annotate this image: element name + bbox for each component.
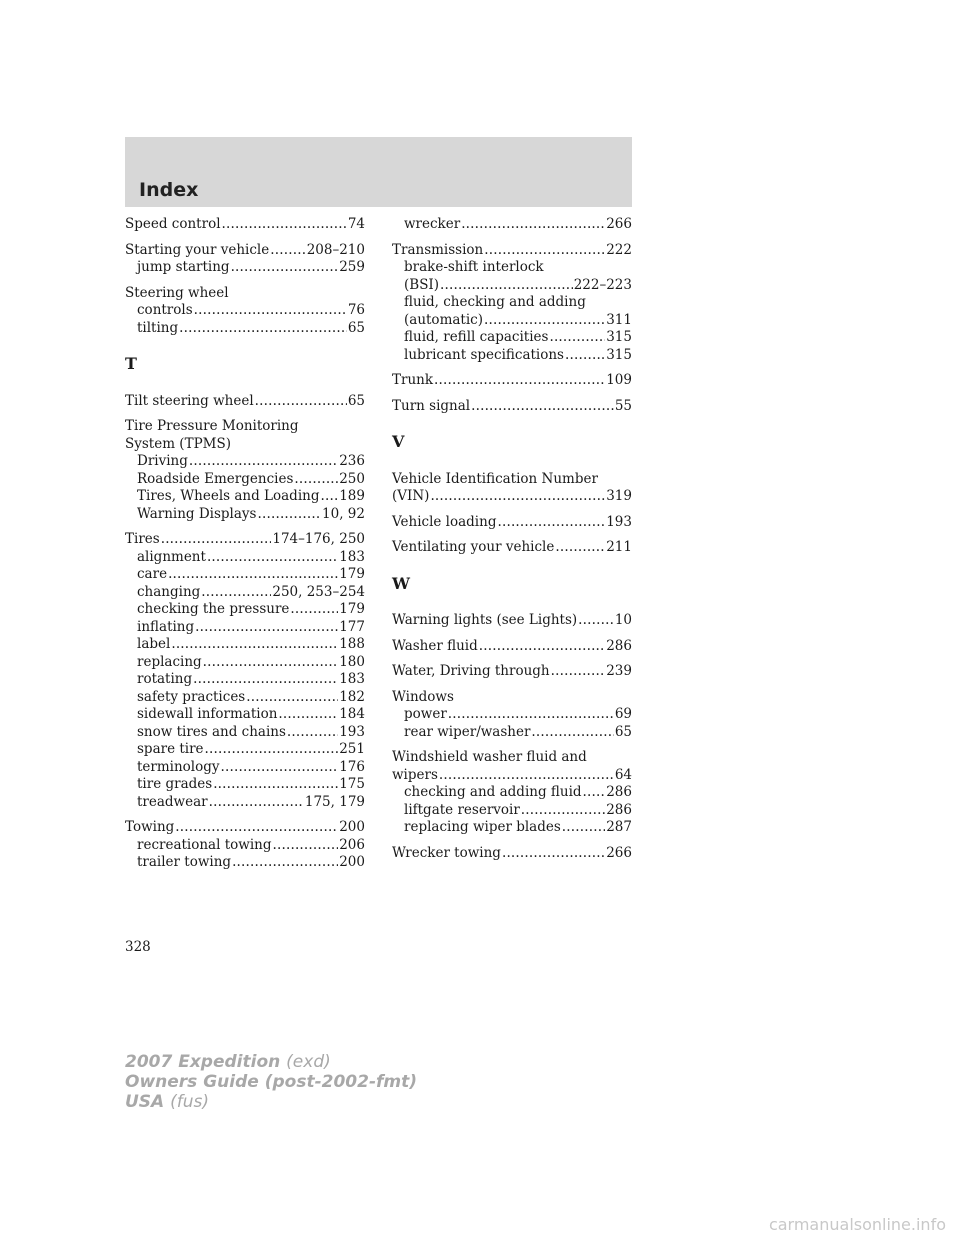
index-entry: Warning lights (see Lights) ..... 10 — [392, 612, 632, 630]
index-entry: Ventilating your vehicle ..... 211 — [392, 539, 632, 557]
index-subentry: safety practices ..... 182 — [125, 689, 365, 707]
index-subentry: fluid, refill capacities ..... 315 — [392, 329, 632, 347]
index-subentry: jump starting ..... 259 — [125, 259, 365, 277]
index-subentry: tilting ..... 65 — [125, 320, 365, 338]
index-entry-continued: wipers ..... 64 — [392, 767, 632, 785]
index-entry: Tilt steering wheel ..... 65 — [125, 393, 365, 411]
index-entry: Starting your vehicle ..... 208–210 — [125, 242, 365, 260]
index-subentry: changing ..... 250, 253–254 — [125, 584, 365, 602]
index-subentry: liftgate reservoir ..... 286 — [392, 802, 632, 820]
watermark: carmanualsonline.info — [768, 1215, 946, 1234]
index-subentry: trailer towing ..... 200 — [125, 854, 365, 872]
footer-model-code: (exd) — [286, 1052, 331, 1072]
index-subentry: snow tires and chains ..... 193 — [125, 724, 365, 742]
index-subentry: care ..... 179 — [125, 566, 365, 584]
section-letter-t: T — [125, 354, 137, 373]
footer-model: 2007 Expedition — [125, 1052, 281, 1072]
index-entry-continued: (VIN) ..... 319 — [392, 488, 632, 506]
index-entry: Windows — [392, 688, 454, 705]
index-subentry: rear wiper/washer ..... 65 — [392, 724, 632, 742]
page-number: 328 — [125, 939, 151, 955]
index-subentry: recreational towing ..... 206 — [125, 837, 365, 855]
index-subentry: sidewall information ..... 184 — [125, 706, 365, 724]
index-entry-continued: System (TPMS) — [125, 435, 232, 452]
index-subentry: inflating ..... 177 — [125, 619, 365, 637]
index-subentry: replacing ..... 180 — [125, 654, 365, 672]
left-column — [125, 216, 365, 872]
index-subentry: alignment ..... 183 — [125, 549, 365, 567]
index-subentry: checking and adding fluid ..... 286 — [392, 784, 632, 802]
index-entry: Water, Driving through ..... 239 — [392, 663, 632, 681]
index-subentry: label ..... 188 — [125, 636, 365, 654]
index-subentry: Driving ..... 236 — [125, 453, 365, 471]
index-entry: Steering wheel — [125, 284, 229, 301]
index-entry: Vehicle Identification Number — [392, 470, 598, 487]
index-subentry: rotating ..... 183 — [125, 671, 365, 689]
index-subentry: wrecker ..... 266 — [392, 216, 632, 234]
index-subentry: lubricant specifications ..... 315 — [392, 347, 632, 365]
index-subentry: treadwear ..... 175, 179 — [125, 794, 365, 812]
footer-line-2: Owners Guide (post-2002-fmt) — [125, 1072, 418, 1092]
index-subentry-continued: (BSI) ..... 222–223 — [392, 277, 632, 295]
index-subentry: terminology ..... 176 — [125, 759, 365, 777]
footer-line-1 — [125, 1052, 417, 1072]
index-subentry: controls ..... 76 — [125, 302, 365, 320]
right-column — [392, 216, 632, 862]
index-subentry: fluid, checking and adding — [404, 294, 586, 310]
index-subentry: Warning Displays ..... 10, 92 — [125, 506, 365, 524]
index-entry: Towing ..... 200 — [125, 819, 365, 837]
index-subentry: tire grades ..... 175 — [125, 776, 365, 794]
index-subentry-continued: (automatic) ..... 311 — [392, 312, 632, 330]
index-entry: Trunk ..... 109 — [392, 372, 632, 390]
index-entry: Tire Pressure Monitoring — [125, 418, 299, 434]
footer-market: USA — [125, 1092, 165, 1112]
index-subentry: Tires, Wheels and Loading ..... 189 — [125, 488, 365, 506]
index-subentry: Roadside Emergencies ..... 250 — [125, 471, 365, 489]
index-entry: Speed control ..... 74 — [125, 216, 365, 234]
index-entry: Washer fluid ..... 286 — [392, 638, 632, 656]
index-entry: Windshield washer fluid and — [392, 749, 587, 765]
index-subentry: spare tire ..... 251 — [125, 741, 365, 759]
header-band — [125, 137, 632, 207]
index-entry: Turn signal ..... 55 — [392, 398, 632, 416]
index-subentry: brake-shift interlock — [404, 259, 544, 275]
footer-market-code: (fus) — [170, 1092, 210, 1112]
index-entry: Wrecker towing ..... 266 — [392, 845, 632, 863]
index-subentry: checking the pressure ..... 179 — [125, 601, 365, 619]
index-entry: Transmission ..... 222 — [392, 242, 632, 260]
index-subentry: replacing wiper blades ..... 287 — [392, 819, 632, 837]
section-letter-w: W — [392, 573, 410, 593]
index-entry: Tires ..... 174–176, 250 — [125, 531, 365, 549]
page-title: Index — [139, 179, 199, 201]
document-footer — [125, 1052, 417, 1112]
section-letter-v: V — [392, 432, 405, 451]
footer-line-3 — [125, 1092, 417, 1112]
index-subentry: power ..... 69 — [392, 706, 632, 724]
index-entry: Vehicle loading ..... 193 — [392, 514, 632, 532]
